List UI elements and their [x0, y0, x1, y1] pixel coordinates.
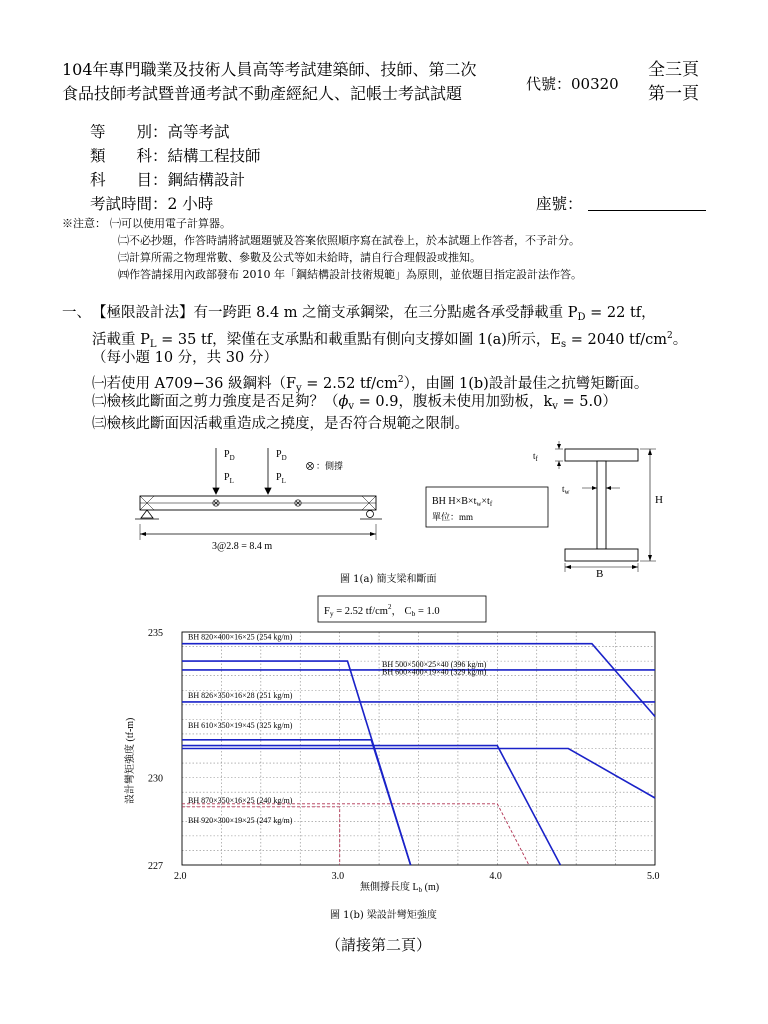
series-line: [182, 804, 529, 865]
note-item: ㈢計算所需之物理常數、參數及公式等如未給時，請自行合理假設或推知。: [118, 251, 481, 264]
info-label: 等 別：: [90, 123, 168, 141]
brace-legend-text: ：側撐: [316, 461, 344, 471]
y-tick-label: 227: [148, 861, 163, 872]
x-tick-label: 3.0: [331, 871, 345, 882]
pd-label-1: $P_D$: [224, 449, 235, 462]
text: = 2040 tf/cm: [566, 332, 667, 348]
load-labels: [224, 449, 287, 485]
section-legend-box: [426, 487, 548, 527]
text: ），由圖 1(b)設計最佳之抗彎矩斷面。: [403, 376, 649, 392]
continue-notice: （請接第二頁）: [326, 936, 432, 954]
chart-title: Fy = 2.52 $tf/cm^2$， Cb = 1.0: [324, 603, 440, 618]
pages-total: 全三頁: [648, 60, 699, 80]
text: = 22 tf，: [585, 305, 656, 321]
tw-label: $t_w$: [562, 484, 570, 496]
info-row-subject: [90, 168, 245, 192]
info-value: 結構工程技師: [167, 147, 261, 165]
superscript: 2: [666, 331, 673, 341]
figure-1b-caption: 圖 1(b) 梁設計彎矩強度: [330, 910, 437, 921]
info-row-time: [90, 192, 213, 216]
question-number: 一、: [62, 305, 91, 321]
info-label: 類 科：: [90, 147, 168, 165]
text: ㈡檢核此斷面之剪力強度是否足夠？（: [92, 394, 339, 410]
pl-label-2: $P_L$: [276, 472, 286, 485]
page-current: 第一頁: [648, 84, 699, 104]
subscript: s: [561, 339, 567, 350]
span-label: 3@2.8 = 8.4 m: [212, 541, 273, 552]
pl-label-1: $P_L$: [224, 472, 234, 485]
note-item: ㈠可以使用電子計算器。: [110, 217, 231, 230]
info-label: 考試時間：: [90, 195, 168, 213]
i-section: [533, 441, 663, 580]
question-line3: （每小題 10 分，共 30 分）: [92, 350, 278, 366]
series-label: BH 920×300×19×25 (247 kg/m): [188, 816, 293, 826]
x-axis-label: 無側撐長度 $L_b$ (m): [360, 882, 440, 894]
figure-1b-chart: [0, 590, 768, 920]
text: = 2.52 tf/cm: [301, 376, 398, 392]
exam-code: 代號：00320: [526, 75, 619, 93]
text: = 35 tf，梁僅在支承點和載重點有側向支撐如圖 1(a)所示，E: [156, 332, 562, 348]
series-label: BH 600×400×19×40 (329 kg/m): [382, 667, 487, 677]
info-value: 2 小時: [167, 195, 214, 213]
phi-symbol: ϕ: [338, 394, 349, 410]
exam-title-line2: 食品技師考試暨普通考試不動產經紀人、記帳士考試試題: [62, 84, 463, 103]
series-line: [182, 746, 560, 865]
info-value: 鋼結構設計: [167, 171, 246, 189]
info-row-category: [90, 144, 261, 168]
roller-support-icon: [367, 511, 374, 518]
series-label: BH 500×500×25×40 (396 kg/m): [382, 659, 487, 669]
sub-question-3: ㈢檢核此斷面因活載重造成之撓度，是否符合規範之限制。: [92, 416, 469, 432]
y-tick-label: 230: [148, 773, 163, 785]
span-dimension: [140, 524, 376, 552]
text: = 5.0）: [557, 394, 617, 410]
beam: [135, 496, 382, 519]
y-tick-label: 235: [148, 628, 163, 639]
text: ㈠若使用 A709−36 級鋼料（F: [92, 376, 297, 392]
note-item: ㈣作答請採用內政部發布 2010 年「鋼結構設計技術規範」為原則，並依題目指定設計法作答。: [118, 268, 582, 281]
notes-prefix: ※注意：: [62, 217, 106, 230]
pin-support-icon: [141, 510, 153, 518]
b-label: B: [596, 568, 604, 580]
series-label: BH 820×400×16×25 (254 kg/m): [188, 632, 293, 642]
x-tick-label: 4.0: [489, 871, 502, 882]
text: 【極限設計法】有一跨距 8.4 m 之簡支承鋼梁，在三分點處各承受靜載重 P: [92, 305, 578, 321]
info-value: 高等考試: [167, 123, 230, 141]
load-arrows: [213, 448, 271, 494]
series-label: BH 870×350×16×25 (240 kg/m): [188, 795, 293, 805]
superscript: 2: [397, 375, 404, 385]
tf-label: $t_f$: [533, 451, 538, 463]
text: = 0.9，腹板未使用加勁板，k: [354, 394, 553, 410]
subscript: D: [577, 312, 586, 323]
x-tick-label: 5.0: [647, 871, 660, 882]
subscript: y: [296, 383, 302, 394]
text: 。: [672, 332, 688, 348]
y-axis-label: 設計彎矩強度 (tf-m): [125, 717, 136, 804]
exam-title-line1: 104年專門職業及技術人員高等考試建築師、技師、第二次: [62, 60, 477, 79]
subscript: v: [552, 401, 558, 412]
seat-number-line[interactable]: [588, 210, 706, 211]
section-unit: 單位：mm: [432, 512, 474, 522]
note-item: ㈡不必抄題，作答時請將試題題號及答案依照順序寫在試卷上，於本試題上作答者，不予計分。: [118, 234, 580, 247]
series-label: BH 826×350×16×28 (251 kg/m): [188, 690, 293, 700]
h-label: H: [655, 494, 663, 506]
seat-label: 座號：: [536, 195, 583, 213]
figure-1a-caption: 圖 1(a) 簡支梁和斷面: [340, 574, 437, 585]
figure-1a: [0, 440, 768, 590]
section-notation: BH $H\times B\times t_w\times t_f$: [432, 496, 493, 508]
subscript: v: [348, 401, 355, 412]
info-label: 科 目：: [90, 171, 168, 189]
text: 活載重 P: [92, 332, 150, 348]
x-tick-label: 2.0: [174, 871, 187, 882]
series-label: BH 610×350×19×45 (325 kg/m): [188, 720, 293, 730]
subscript: L: [149, 339, 157, 350]
pd-label-2: $P_D$: [276, 449, 287, 462]
brace-legend: [307, 460, 344, 471]
info-row-level: [90, 120, 230, 144]
chart-title-box: [318, 596, 486, 622]
